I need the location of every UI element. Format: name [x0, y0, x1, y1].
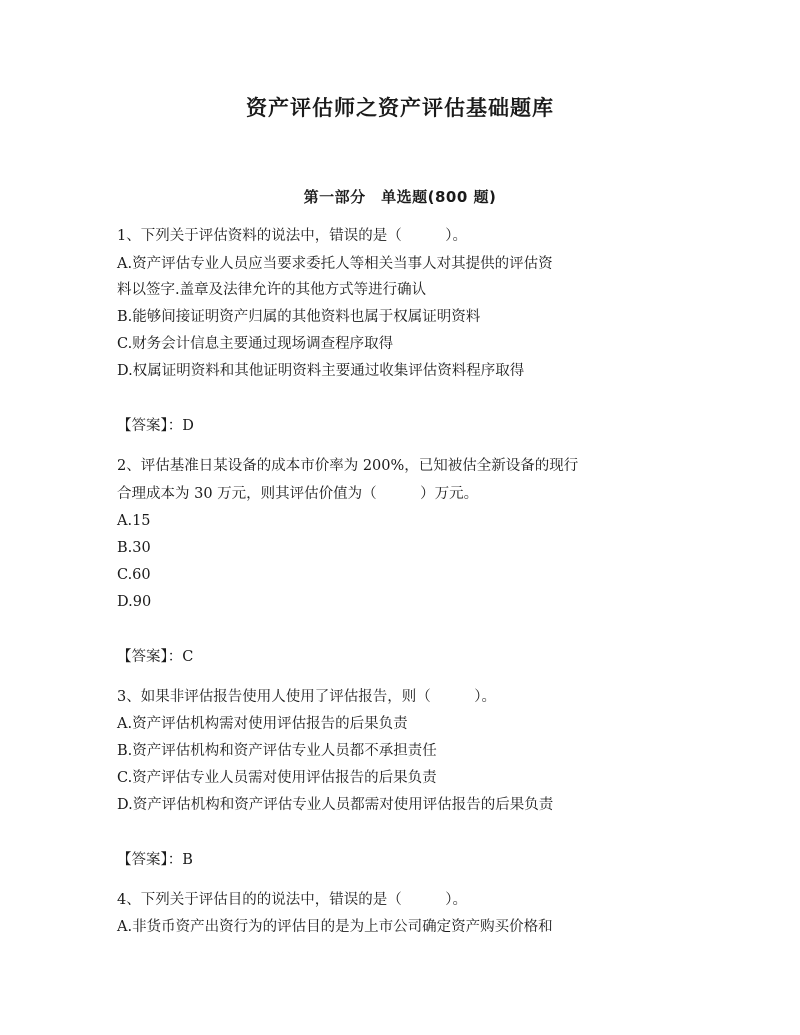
question-2-option-a: A.15 — [117, 513, 151, 529]
question-2-answer: 【答案】：C — [117, 649, 194, 665]
question-4-option-a: A.非货币资产出资行为的评估目的是为上市公司确定资产购买价格和 — [117, 919, 553, 935]
document-title: 资产评估师之资产评估基础题库 — [246, 96, 554, 120]
question-1-stem: 1、下列关于评估资料的说法中，错误的是（ ）。 — [117, 228, 467, 244]
question-2-stem: 2、评估基准日某设备的成本市价率为 200%，已知被估全新设备的现行 — [117, 458, 579, 474]
question-1-option-d: D.权属证明资料和其他证明资料主要通过收集评估资料程序取得 — [117, 363, 525, 379]
question-3-answer: 【答案】：B — [117, 852, 193, 868]
question-3-option-d: D.资产评估机构和资产评估专业人员都需对使用评估报告的后果负责 — [117, 797, 554, 813]
question-4-stem: 4、下列关于评估目的的说法中，错误的是（ ）。 — [117, 892, 467, 908]
question-2-stem-continued: 合理成本为 30 万元，则其评估价值为（ ）万元。 — [117, 486, 479, 502]
question-3-option-a: A.资产评估机构需对使用评估报告的后果负责 — [117, 716, 408, 732]
question-1-option-c: C.财务会计信息主要通过现场调查程序取得 — [117, 336, 394, 352]
question-2-option-c: C.60 — [117, 567, 151, 583]
question-3-option-c: C.资产评估专业人员需对使用评估报告的后果负责 — [117, 770, 437, 786]
question-1-option-a: A.资产评估专业人员应当要求委托人等相关当事人对其提供的评估资 — [117, 256, 553, 272]
question-2-option-b: B.30 — [117, 540, 151, 556]
question-1-option-b: B.能够间接证明资产归属的其他资料也属于权属证明资料 — [117, 309, 481, 325]
question-3-option-b: B.资产评估机构和资产评估专业人员都不承担责任 — [117, 743, 437, 759]
question-2-option-d: D.90 — [117, 594, 152, 610]
question-1-option-a-continued: 料以签字.盖章及法律允许的其他方式等进行确认 — [117, 282, 427, 298]
question-3-stem: 3、如果非评估报告使用人使用了评估报告，则（ ）。 — [117, 689, 496, 705]
question-1-answer: 【答案】：D — [117, 418, 194, 434]
section-title: 第一部分 单选题(800 题) — [303, 188, 497, 206]
